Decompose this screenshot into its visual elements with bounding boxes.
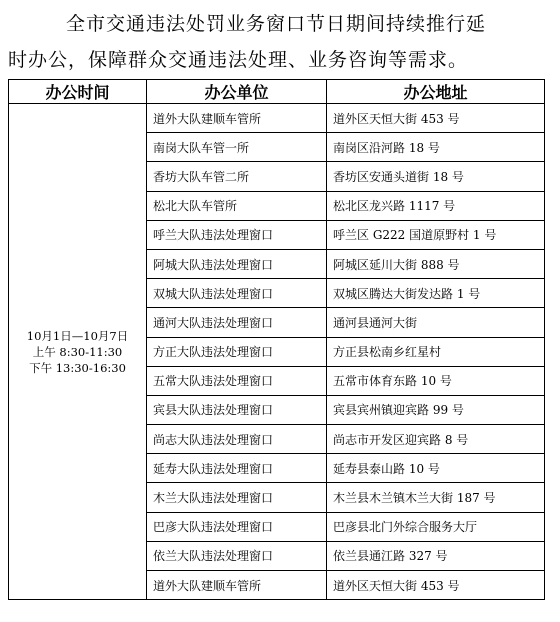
office-time-dates: 10月1日—10月7日	[26, 328, 129, 343]
office-address-cell: 尚志市开发区迎宾路 8 号	[327, 425, 545, 454]
office-unit-cell: 巴彦大队违法处理窗口	[147, 512, 327, 541]
office-unit-cell: 延寿大队违法处理窗口	[147, 454, 327, 483]
office-unit-cell: 通河大队违法处理窗口	[147, 308, 327, 337]
office-address-cell: 通河县通河大街	[327, 308, 545, 337]
office-address-cell: 松北区龙兴路 1117 号	[327, 191, 545, 220]
office-address-cell: 五常市体育东路 10 号	[327, 366, 545, 395]
office-unit-cell: 道外大队建顺车管所	[147, 571, 327, 600]
table-row	[9, 104, 545, 133]
office-unit-cell: 双城大队违法处理窗口	[147, 279, 327, 308]
office-address-cell: 香坊区安通头道街 18 号	[327, 162, 545, 191]
office-address-cell: 依兰县通江路 327 号	[327, 541, 545, 570]
header-office-unit: 办公单位	[147, 80, 327, 104]
intro-paragraph	[8, 6, 556, 78]
office-address-cell: 延寿县泰山路 10 号	[327, 454, 545, 483]
office-unit-cell: 道外大队建顺车管所	[147, 104, 327, 133]
office-address-cell: 阿城区延川大街 888 号	[327, 249, 545, 278]
office-address-cell: 方正县松南乡红星村	[327, 337, 545, 366]
office-unit-cell: 南岗大队车管一所	[147, 133, 327, 162]
office-unit-cell: 方正大队违法处理窗口	[147, 337, 327, 366]
office-address-cell: 双城区腾达大街发达路 1 号	[327, 279, 545, 308]
office-unit-cell: 阿城大队违法处理窗口	[147, 249, 327, 278]
office-time-cell	[9, 104, 147, 600]
office-unit-cell: 木兰大队违法处理窗口	[147, 483, 327, 512]
intro-line-2: 时办公，保障群众交通违法处理、业务咨询等需求。	[8, 49, 469, 71]
office-unit-cell: 五常大队违法处理窗口	[147, 366, 327, 395]
office-unit-cell: 呼兰大队违法处理窗口	[147, 220, 327, 249]
office-unit-cell: 香坊大队车管二所	[147, 162, 327, 191]
office-time-afternoon: 下午 13:30-16:30	[29, 360, 126, 375]
office-address-cell: 道外区天恒大街 453 号	[327, 571, 545, 600]
intro-line-1: 全市交通违法处罚业务窗口节日期间持续推行延	[66, 13, 487, 35]
office-unit-cell: 宾县大队违法处理窗口	[147, 395, 327, 424]
office-address-cell: 木兰县木兰镇木兰大街 187 号	[327, 483, 545, 512]
office-time-morning: 上午 8:30-11:30	[32, 344, 123, 359]
table-header-row	[9, 80, 545, 104]
office-unit-cell: 依兰大队违法处理窗口	[147, 541, 327, 570]
office-address-cell: 宾县宾州镇迎宾路 99 号	[327, 395, 545, 424]
office-address-cell: 巴彦县北门外综合服务大厅	[327, 512, 545, 541]
office-address-cell: 呼兰区 G222 国道原野村 1 号	[327, 220, 545, 249]
office-unit-cell: 尚志大队违法处理窗口	[147, 425, 327, 454]
office-address-cell: 道外区天恒大街 453 号	[327, 104, 545, 133]
office-address-cell: 南岗区沿河路 18 号	[327, 133, 545, 162]
header-office-address: 办公地址	[327, 80, 545, 104]
office-unit-cell: 松北大队车管所	[147, 191, 327, 220]
header-office-time: 办公时间	[9, 80, 147, 104]
office-schedule-table	[8, 79, 545, 600]
